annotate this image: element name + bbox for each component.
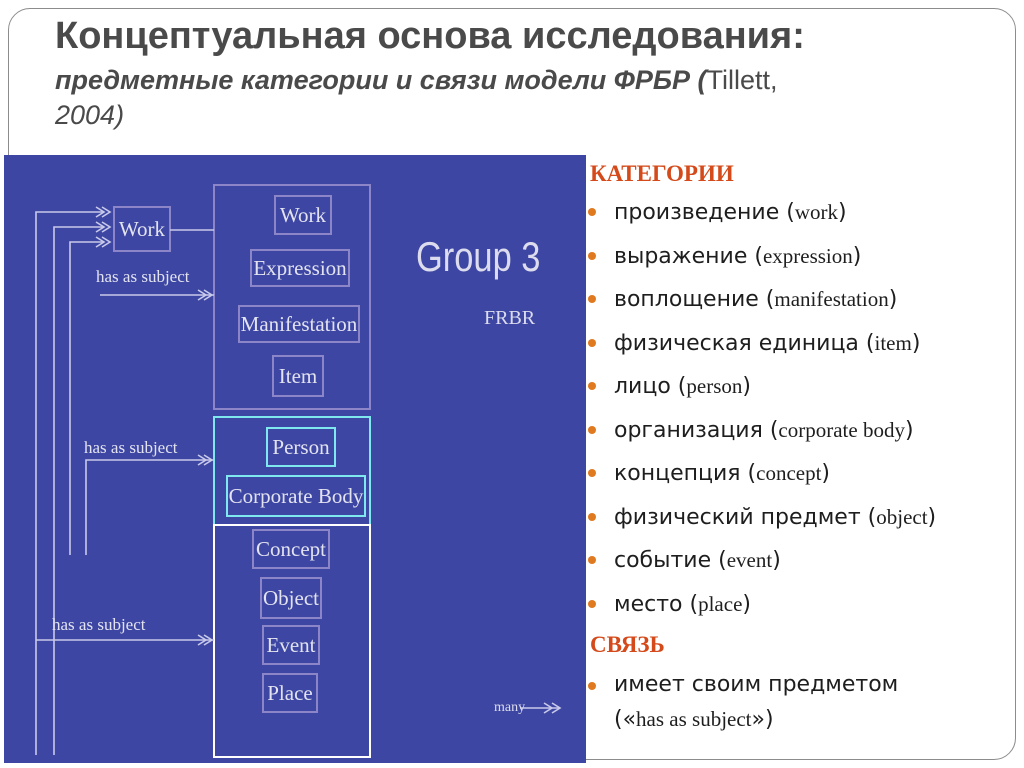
frbr-group3-diagram [4, 155, 586, 763]
item-en: work [794, 200, 839, 224]
box-concept: Concept [252, 529, 330, 569]
relation-heading: СВЯЗЬ [590, 632, 665, 657]
list-item: выражение (expression) [588, 235, 1018, 279]
item-ru: событие [614, 548, 712, 573]
title-close-paren: ) [115, 100, 125, 130]
list-item: физический предмет (object) [588, 496, 1018, 540]
list-item: физическая единица (item) [588, 322, 1018, 366]
item-en: place [698, 591, 743, 616]
item-ru: лицо [614, 374, 671, 399]
title-year-line [55, 98, 1015, 132]
categories-panel [588, 157, 1018, 737]
slide-title [55, 10, 1015, 132]
has-subject-label-2: has as subject [84, 438, 178, 457]
categories-heading: КАТЕГОРИИ [590, 161, 734, 186]
bullet-icon [588, 513, 596, 521]
item-ru: воплощение [614, 287, 759, 312]
bullet-icon [588, 469, 596, 477]
bullet-icon [588, 682, 596, 690]
list-item: воплощение (manifestation) [588, 278, 1018, 322]
box-corporate-body: Corporate Body [226, 475, 366, 517]
title-main: Концептуальная основа исследования: [55, 15, 805, 57]
item-en: manifestation [774, 287, 889, 311]
item-ru: физический предмет [614, 504, 861, 530]
bullet-icon [588, 600, 596, 608]
box-object: Object [260, 577, 322, 619]
relation-item [588, 662, 1018, 737]
frbr-label: FRBR [484, 307, 536, 329]
item-en: item [874, 330, 912, 355]
group-title: Group 3 [416, 233, 541, 280]
has-subject-label-3: has as subject [52, 615, 146, 634]
title-author: Tillett, [706, 65, 778, 95]
bullet-icon [588, 295, 596, 303]
relation-close: ») [751, 707, 774, 732]
item-ru: физическая единица [614, 330, 859, 356]
item-en: event [726, 548, 773, 572]
bullet-icon [588, 426, 596, 434]
list-item: лицо (person) [588, 365, 1018, 409]
bullet-icon [588, 339, 596, 347]
relation-en: has as subject [636, 707, 752, 731]
item-ru: организация [614, 417, 763, 443]
has-subject-label-1: has as subject [96, 267, 190, 286]
bullet-icon [588, 252, 596, 260]
title-subtitle [55, 62, 1015, 98]
item-ru: место [614, 591, 683, 617]
relation-ru: имеет своим предметом [614, 672, 899, 697]
box-work: Work [274, 195, 332, 235]
box-event: Event [262, 625, 320, 665]
box-place: Place [262, 673, 318, 713]
item-en: expression [762, 243, 853, 268]
left-work-box: Work [118, 216, 166, 241]
box-person: Person [266, 427, 336, 467]
box-manifestation: Manifestation [238, 305, 360, 343]
bullet-icon [588, 208, 596, 216]
item-en: concept [756, 461, 822, 485]
many-label: many [494, 700, 526, 715]
item-en: object [876, 504, 928, 529]
item-ru: концепция [614, 461, 741, 486]
bullet-icon [588, 556, 596, 564]
item-en: corporate body [778, 417, 905, 442]
item-ru: выражение [614, 243, 748, 269]
title-year: 2004 [55, 100, 116, 130]
relation-open: (« [614, 707, 637, 732]
title-subtitle-text: предметные категории и связи модели ФРБР ( [55, 65, 707, 95]
list-item: концепция (concept) [588, 452, 1018, 496]
list-item: организация (corporate body) [588, 409, 1018, 453]
item-en: person [686, 374, 743, 398]
box-expression: Expression [250, 249, 350, 287]
list-item: событие (event) [588, 539, 1018, 583]
box-item: Item [272, 355, 324, 397]
list-item: произведение (work) [588, 191, 1018, 235]
item-ru: произведение [614, 200, 780, 225]
bullet-icon [588, 382, 596, 390]
list-item: место (place) [588, 583, 1018, 627]
